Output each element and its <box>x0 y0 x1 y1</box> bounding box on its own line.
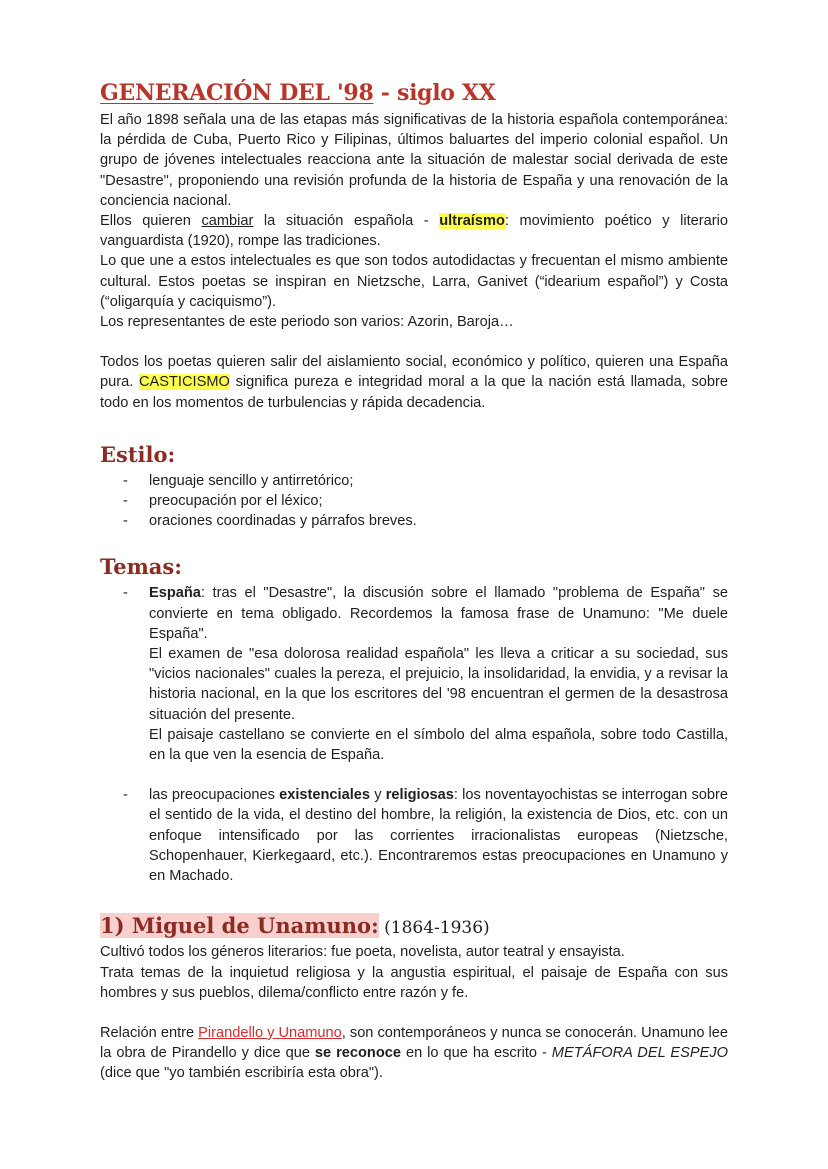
unamuno-paragraph-2: Trata temas de la inquietud religiosa y la angustia espiritual, el paisaje de España con sus hombres y sus pueblos, dilema/conflicto entre razón y fe. <box>100 964 728 1001</box>
highlight-ultraismo: ultraísmo <box>439 213 505 230</box>
text-run: Todos los poetas quieren salir del aislamiento social, económico y político, quieren una España pura. <box>100 354 728 391</box>
text-run: las preocupaciones <box>149 787 280 804</box>
bold-espana: España <box>149 585 201 602</box>
title-separator: - <box>373 80 398 106</box>
list-item: - preocupación por el léxico; <box>100 491 728 511</box>
estilo-list <box>100 471 728 532</box>
list-item: - oraciones coordinadas y párrafos breves. <box>100 511 728 531</box>
unamuno-paragraph-3 <box>100 1023 728 1084</box>
highlight-casticismo: CASTICISMO <box>139 374 230 391</box>
text-run: Relación entre <box>100 1024 199 1041</box>
page-title <box>100 78 728 108</box>
intro-paragraph-2 <box>100 211 728 251</box>
intro-paragraph-1: El año 1898 señala una de las etapas más significativas de la historia española contemporánea: la pérdida de Cuba, Puerto Rico y Filipinas, últimos baluartes del imperio colonial español. Un grupo de jóvenes intelectuales reacciona ante la situación de malestar social derivada de este "Desastre", proponiendo una revisión profunda de la historia de España y una renovación de la conciencia nacional. <box>100 112 728 209</box>
text-run: en lo que ha escrito - <box>401 1045 552 1062</box>
spacer <box>100 1003 728 1023</box>
heading-temas: Temas: <box>100 554 182 580</box>
espana-paragraph-2: El examen de "esa dolorosa realidad española" les lleva a criticar a su sociedad, sus "vicios nacionales" cuales la pereza, el prejuicio, la insolidaridad, la envidia, y a revisar la historia nacional, en la que los escritores del '98 encuentran el germen de la desastrosa situación del presente. <box>149 646 728 723</box>
intro-paragraph-4: Los representantes de este periodo son varios: Azorin, Baroja… <box>100 314 514 331</box>
text-run: : los noventayochistas se interrogan sobre el sentido de la vida, el destino del hombre, la religión, la existencia de Dios, etc. con un enfoque intensificado por las corrientes irracionalistas europeas (Nietzsche, Schopenhauer, Kierkegaard, etc.). Encontraremos estas preocupaciones en Unamuno y en Machado. <box>149 787 729 885</box>
spacer <box>100 332 728 352</box>
text-run: , son contemporáneos y nunca se conocerán. Unamuno lee la obra de Pirandello y dice que <box>100 1024 728 1062</box>
underlined-word: cambiar <box>201 213 254 230</box>
espana-paragraph-3: El paisaje castellano se convierte en el símbolo del alma española, sobre todo Castilla, en la que ven la esencia de España. <box>149 726 728 764</box>
heading-unamuno <box>100 912 728 942</box>
title-rest: siglo XX <box>397 80 496 106</box>
unamuno-name: 1) Miguel de Unamuno: <box>100 913 379 939</box>
bold-se-reconoce: se reconoce <box>314 1045 401 1062</box>
heading-estilo: Estilo: <box>100 441 176 467</box>
intro-paragraph-5 <box>100 352 728 413</box>
unamuno-years: (1864-1936) <box>378 918 490 939</box>
list-item-preocupaciones <box>100 785 728 886</box>
text-run: la situación española - <box>253 213 440 230</box>
temas-list <box>100 583 728 886</box>
text-run: : tras el "Desastre", la discusión sobre el llamado "problema de España" se convierte en tema obligado. Recordemos la famosa frase de Unamuno: "Me duele España". <box>149 585 728 642</box>
text-run: significa pureza e integridad moral a la que la nación está llamada, sobre todo en los momentos de turbulencias y rápida decadencia. <box>100 374 728 411</box>
document-page <box>100 78 728 1084</box>
bold-existenciales: existenciales <box>279 787 370 804</box>
italic-metafora: METÁFORA DEL ESPEJO <box>551 1045 728 1062</box>
text-run: : movimiento poético y literario vanguardista (1920), rompe las tradiciones. <box>100 213 728 250</box>
list-item: - lenguaje sencillo y antirretórico; <box>100 471 728 491</box>
text-run: y <box>370 787 386 804</box>
text-run: Ellos quieren <box>100 213 202 230</box>
espana-paragraph-1 <box>149 583 728 644</box>
unamuno-paragraph-1: Cultivó todos los géneros literarios: fue poeta, novelista, autor teatral y ensayista. <box>100 944 625 961</box>
bold-religiosas: religiosas <box>385 787 454 804</box>
text-run: (dice que "yo también escribiría esta obra"). <box>100 1065 383 1082</box>
intro-paragraph-3: Lo que une a estos intelectuales es que son todos autodidactas y frecuentan el mismo ambiente cultural. Estos poetas se inspiran en Nietzsche, Larra, Ganivet (“idearium español”) y Costa (“oligarquía y caciquismo”). <box>100 253 728 310</box>
title-main: GENERACIÓN DEL '98 <box>100 80 374 106</box>
list-item-espana <box>100 583 728 765</box>
pirandello-unamuno-link[interactable]: Pirandello y Unamuno <box>198 1024 342 1041</box>
